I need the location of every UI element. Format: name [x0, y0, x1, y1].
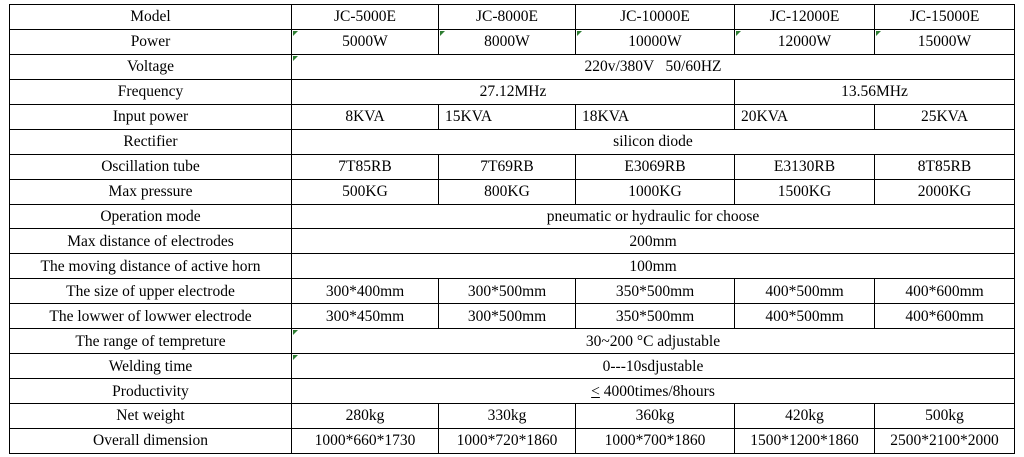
- row-temperature: [10, 329, 1015, 354]
- cell-value: silicon diode: [292, 129, 1015, 154]
- cell-value: 280kg: [292, 404, 439, 429]
- row-overall-dimension: [10, 428, 1015, 453]
- row-label: Input power: [10, 104, 292, 129]
- cell-value: 800KG: [439, 179, 576, 204]
- row-voltage: [10, 54, 1015, 79]
- cell-value: 2000KG: [875, 179, 1015, 204]
- cell-value: 25KVA: [875, 104, 1015, 129]
- cell-value: 1000KG: [576, 179, 735, 204]
- cell-value: 1000*700*1860: [576, 428, 735, 453]
- row-label: Voltage: [10, 54, 292, 79]
- row-input-power: [10, 104, 1015, 129]
- cell-value: 300*450mm: [292, 304, 439, 329]
- row-net-weight: [10, 404, 1015, 429]
- cell-value: 400*600mm: [875, 304, 1015, 329]
- spec-table: [9, 4, 1015, 454]
- cell-value: 8T85RB: [875, 154, 1015, 179]
- cell-value: 500KG: [292, 179, 439, 204]
- cell-value: 30~200 °C adjustable: [292, 329, 1015, 354]
- row-label: Model: [10, 5, 292, 30]
- cell-value: JC-10000E: [576, 5, 735, 30]
- cell-value: 7T69RB: [439, 154, 576, 179]
- cell-value: 20KVA: [735, 104, 875, 129]
- row-lower-electrode: [10, 304, 1015, 329]
- cell-value: 8KVA: [292, 104, 439, 129]
- row-productivity: [10, 379, 1015, 404]
- cell-value: 0---10sdjustable: [292, 354, 1015, 379]
- row-label: Oscillation tube: [10, 154, 292, 179]
- cell-value: 300*500mm: [439, 304, 576, 329]
- cell-value: 15KVA: [439, 104, 576, 129]
- cell-value: JC-12000E: [735, 5, 875, 30]
- row-moving-distance: [10, 254, 1015, 279]
- cell-value: 330kg: [439, 404, 576, 429]
- cell-value: 360kg: [576, 404, 735, 429]
- productivity-value: 4000times/8hours: [599, 382, 715, 400]
- cell-value: 300*400mm: [292, 279, 439, 304]
- row-label: Max pressure: [10, 179, 292, 204]
- cell-value: E3069RB: [576, 154, 735, 179]
- cell-value: 220v/380V 50/60HZ: [292, 54, 1015, 79]
- row-label: Welding time: [10, 354, 292, 379]
- row-label: Rectifier: [10, 129, 292, 154]
- row-max-pressure: [10, 179, 1015, 204]
- cell-value: 100mm: [292, 254, 1015, 279]
- row-label: Operation mode: [10, 204, 292, 229]
- cell-value: 1500KG: [735, 179, 875, 204]
- row-label: Frequency: [10, 79, 292, 104]
- row-label: The size of upper electrode: [10, 279, 292, 304]
- cell-value: 10000W: [576, 29, 735, 54]
- cell-value: 27.12MHz: [292, 79, 735, 104]
- cell-value: JC-8000E: [439, 5, 576, 30]
- cell-value: 350*500mm: [576, 304, 735, 329]
- row-label: The moving distance of active horn: [10, 254, 292, 279]
- cell-value: 7T85RB: [292, 154, 439, 179]
- cell-value: 13.56MHz: [735, 79, 1015, 104]
- cell-value: JC-15000E: [875, 5, 1015, 30]
- cell-value: 1000*720*1860: [439, 428, 576, 453]
- cell-value: pneumatic or hydraulic for choose: [292, 204, 1015, 229]
- row-label: The range of tempreture: [10, 329, 292, 354]
- cell-value: 1000*660*1730: [292, 428, 439, 453]
- row-model: [10, 5, 1015, 30]
- cell-value: 8000W: [439, 29, 576, 54]
- row-frequency: [10, 79, 1015, 104]
- cell-value: [292, 379, 1015, 404]
- row-label: Max distance of electrodes: [10, 229, 292, 254]
- cell-value: 1500*1200*1860: [735, 428, 875, 453]
- cell-value: 400*500mm: [735, 304, 875, 329]
- cell-value: 2500*2100*2000: [875, 428, 1015, 453]
- row-label: The lowwer of lowwer electrode: [10, 304, 292, 329]
- row-welding-time: [10, 354, 1015, 379]
- cell-value: 15000W: [875, 29, 1015, 54]
- cell-value: 300*500mm: [439, 279, 576, 304]
- row-label: Productivity: [10, 379, 292, 404]
- row-label: Overall dimension: [10, 428, 292, 453]
- row-max-distance: [10, 229, 1015, 254]
- cell-value: 400*500mm: [735, 279, 875, 304]
- cell-value: 400*600mm: [875, 279, 1015, 304]
- row-oscillation-tube: [10, 154, 1015, 179]
- cell-value: JC-5000E: [292, 5, 439, 30]
- row-label: Net weight: [10, 404, 292, 429]
- cell-value: 5000W: [292, 29, 439, 54]
- cell-value: E3130RB: [735, 154, 875, 179]
- cell-value: 200mm: [292, 229, 1015, 254]
- cell-value: 350*500mm: [576, 279, 735, 304]
- cell-value: 12000W: [735, 29, 875, 54]
- cell-value: 420kg: [735, 404, 875, 429]
- row-label: Power: [10, 29, 292, 54]
- row-upper-electrode: [10, 279, 1015, 304]
- cell-value: 500kg: [875, 404, 1015, 429]
- cell-value: 18KVA: [576, 104, 735, 129]
- row-power: [10, 29, 1015, 54]
- row-operation-mode: [10, 204, 1015, 229]
- row-rectifier: [10, 129, 1015, 154]
- less-than-sign: <: [591, 382, 600, 400]
